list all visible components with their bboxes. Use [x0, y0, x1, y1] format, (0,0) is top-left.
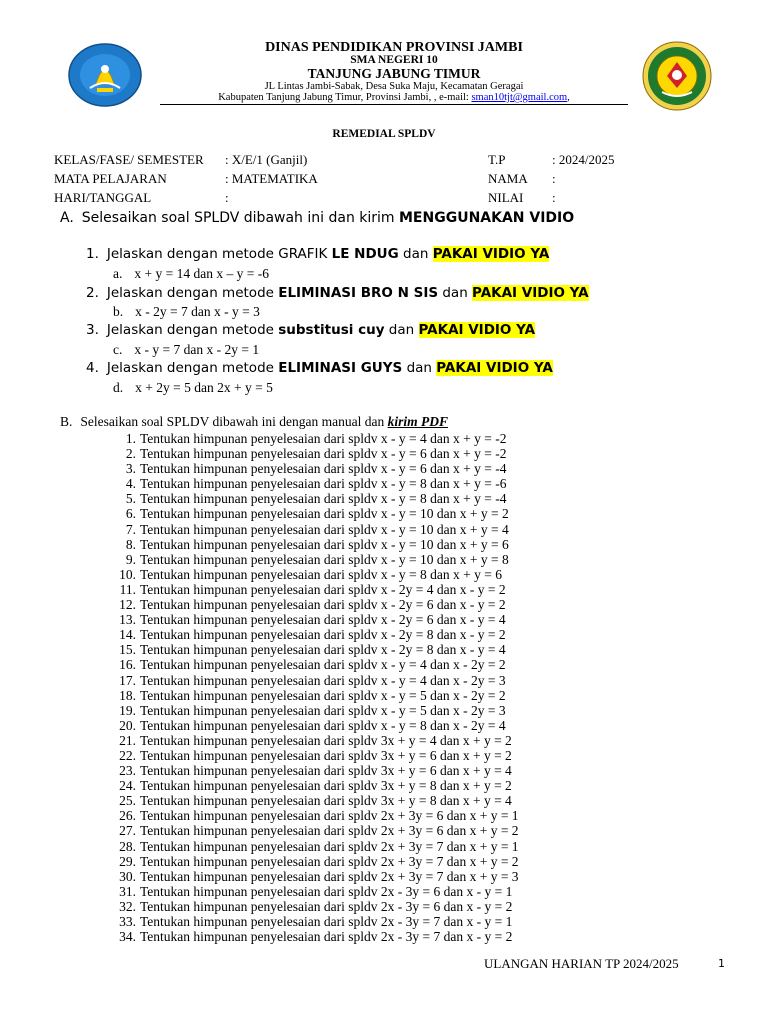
list-item-text: Tentukan himpunan penyelesaian dari spldv x - y = 10 dan x + y = 8 — [140, 551, 509, 567]
item-text: Jelaskan dengan metode — [106, 322, 279, 338]
list-item-text: Tentukan himpunan penyelesaian dari spldv 2x + 3y = 6 dan x + y = 2 — [140, 823, 519, 839]
list-item — [113, 839, 519, 854]
list-item-text: Tentukan himpunan penyelesaian dari spldv 3x + y = 4 dan x + y = 2 — [140, 732, 512, 748]
header-divider — [160, 104, 628, 105]
list-item-number: 2. — [125, 446, 136, 462]
list-item — [113, 823, 519, 838]
list-item-number: 29. — [119, 853, 136, 869]
list-item-number: 19. — [119, 702, 136, 718]
list-item-number: 25. — [119, 793, 136, 809]
item-equation-text: x + 2y = 5 dan 2x + y = 5 — [135, 380, 273, 395]
item-equation — [113, 342, 259, 358]
item-connector: dan — [402, 360, 437, 376]
list-item-text: Tentukan himpunan penyelesaian dari spldv x - y = 5 dan x - 2y = 2 — [140, 687, 506, 703]
list-item-text: Tentukan himpunan penyelesaian dari spldv x - y = 4 dan x + y = -2 — [140, 431, 507, 446]
list-item — [113, 582, 519, 597]
list-item-text: Tentukan himpunan penyelesaian dari spldv x - 2y = 8 dan x - y = 2 — [140, 627, 506, 643]
item-highlight: PAKAI VIDIO YA — [472, 285, 589, 301]
list-item — [113, 793, 519, 808]
list-item-number: 31. — [119, 883, 136, 899]
list-item-number: 21. — [119, 732, 136, 748]
list-item-text: Tentukan himpunan penyelesaian dari spldv 3x + y = 6 dan x + y = 2 — [140, 747, 512, 763]
list-item-text: Tentukan himpunan penyelesaian dari spldv 2x + 3y = 7 dan x + y = 1 — [140, 838, 519, 854]
list-item-number: 24. — [119, 778, 136, 794]
class-label: KELAS/FASE/ SEMESTER — [54, 152, 204, 167]
list-item — [113, 703, 519, 718]
item-method: ELIMINASI GUYS — [278, 360, 403, 376]
date-label: HARI/TANGGAL — [54, 190, 152, 205]
section-a-text: Selesaikan soal SPLDV dibawah ini dan kirim — [81, 210, 399, 226]
list-item — [113, 748, 519, 763]
list-item-text: Tentukan himpunan penyelesaian dari spldv x - y = 6 dan x + y = -2 — [140, 446, 507, 462]
list-item-text: Tentukan himpunan penyelesaian dari spldv 2x + 3y = 7 dan x + y = 2 — [140, 853, 519, 869]
list-item-number: 14. — [119, 627, 136, 643]
list-item-number: 7. — [125, 521, 136, 537]
list-item — [113, 778, 519, 793]
list-item-text: Tentukan himpunan penyelesaian dari spldv x - y = 10 dan x + y = 6 — [140, 536, 509, 552]
list-item — [113, 537, 519, 552]
list-item-number: 4. — [125, 476, 136, 492]
header-address: JL Lintas Jambi-Sabak, Desa Suka Maju, Kecamatan Geragai — [264, 81, 524, 92]
subject-value: : MATEMATIKA — [225, 171, 318, 186]
header-agency: DINAS PENDIDIKAN PROVINSI JAMBI — [265, 40, 523, 55]
item-equation-text: x - y = 7 dan x - 2y = 1 — [134, 342, 260, 357]
item-sub-marker: b. — [113, 304, 124, 319]
list-item-text: Tentukan himpunan penyelesaian dari spldv 2x + 3y = 7 dan x + y = 3 — [140, 868, 519, 884]
list-item-number: 16. — [119, 657, 136, 673]
list-item-text: Tentukan himpunan penyelesaian dari spldv x - y = 8 dan x + y = -4 — [140, 491, 507, 507]
list-item-number: 23. — [119, 763, 136, 779]
list-item-number: 27. — [119, 823, 136, 839]
email-link[interactable]: sman10tjt@gmail.com — [471, 92, 568, 103]
list-item-number: 28. — [119, 838, 136, 854]
list-item-number: 9. — [125, 551, 136, 567]
header-region: TANJUNG JABUNG TIMUR — [307, 66, 481, 81]
item-equation — [113, 266, 269, 282]
item-equation-text: x + y = 14 dan x – y = -6 — [134, 266, 269, 281]
class-value: : X/E/1 (Ganjil) — [225, 152, 308, 167]
list-item-number: 11. — [119, 581, 136, 597]
list-item — [113, 869, 519, 884]
list-item-number: 12. — [119, 597, 136, 613]
list-item-text: Tentukan himpunan penyelesaian dari spldv x - y = 10 dan x + y = 4 — [140, 521, 509, 537]
section-b-link: kirim PDF — [387, 414, 448, 429]
item-sub-marker: d. — [113, 380, 124, 395]
list-item-number: 8. — [125, 536, 136, 552]
school-year-value: : 2024/2025 — [552, 152, 615, 167]
section-a-bold: MENGGUNAKAN VIDIO — [399, 210, 575, 226]
list-item-text: Tentukan himpunan penyelesaian dari spldv x - y = 4 dan x - 2y = 3 — [140, 672, 506, 688]
item-number: 4. — [86, 360, 99, 376]
list-item-text: Tentukan himpunan penyelesaian dari spldv x - y = 8 dan x + y = 6 — [140, 566, 502, 582]
score-label: NILAI — [488, 190, 524, 205]
list-item-text: Tentukan himpunan penyelesaian dari spldv x - y = 8 dan x + y = -6 — [140, 476, 507, 492]
item-equation — [113, 380, 273, 396]
header-school: SMA NEGERI 10 — [350, 54, 438, 66]
list-item-number: 34. — [119, 929, 136, 945]
list-item — [113, 446, 519, 461]
list-item — [113, 597, 519, 612]
name-label: NAMA — [488, 171, 528, 186]
list-item-text: Tentukan himpunan penyelesaian dari spldv 3x + y = 8 dan x + y = 4 — [140, 793, 512, 809]
header-address-suffix: , — [567, 92, 570, 103]
list-item-text: Tentukan himpunan penyelesaian dari spldv 3x + y = 8 dan x + y = 2 — [140, 778, 512, 794]
list-item-number: 22. — [119, 747, 136, 763]
list-item-text: Tentukan himpunan penyelesaian dari spldv x - y = 10 dan x + y = 2 — [140, 506, 509, 522]
section-a-heading — [60, 210, 574, 226]
item-highlight: PAKAI VIDIO YA — [432, 246, 550, 262]
list-item — [113, 808, 519, 823]
list-item — [113, 657, 519, 672]
list-item-text: Tentukan himpunan penyelesaian dari spldv x - y = 6 dan x + y = -4 — [140, 461, 507, 477]
list-item-number: 20. — [119, 717, 136, 733]
footer-text: ULANGAN HARIAN TP 2024/2025 — [484, 956, 679, 971]
list-item — [113, 522, 519, 537]
item-highlight: PAKAI VIDIO YA — [436, 360, 553, 376]
list-item-text: Tentukan himpunan penyelesaian dari spldv x - 2y = 6 dan x - y = 2 — [140, 597, 506, 613]
item-method: ELIMINASI BRO N SIS — [278, 285, 439, 301]
name-value: : — [552, 171, 556, 186]
list-item — [113, 899, 519, 914]
list-item — [113, 612, 519, 627]
list-item — [113, 884, 519, 899]
list-item-number: 6. — [125, 506, 136, 522]
list-item-text: Tentukan himpunan penyelesaian dari spldv 2x - 3y = 6 dan x - y = 1 — [140, 883, 513, 899]
list-item — [113, 567, 519, 582]
item-text: Jelaskan dengan metode — [106, 285, 279, 301]
list-item — [113, 733, 519, 748]
school-year-label: T.P — [488, 152, 506, 167]
list-item-text: Tentukan himpunan penyelesaian dari spldv 2x + 3y = 6 dan x + y = 1 — [140, 808, 519, 824]
list-item-text: Tentukan himpunan penyelesaian dari spldv 2x - 3y = 6 dan x - y = 2 — [140, 898, 513, 914]
section-b-heading — [60, 414, 448, 430]
left-logo — [66, 42, 144, 108]
date-value: : — [225, 190, 229, 205]
list-item-number: 18. — [119, 687, 136, 703]
tut-wuri-handayani-logo-icon — [66, 42, 144, 108]
list-item — [113, 929, 519, 944]
list-item — [113, 627, 519, 642]
item-connector: dan — [398, 246, 433, 262]
list-item-text: Tentukan himpunan penyelesaian dari spldv x - 2y = 4 dan x - y = 2 — [140, 581, 506, 597]
list-item-number: 15. — [119, 642, 136, 658]
list-item — [113, 491, 519, 506]
section-a-item — [86, 322, 535, 338]
list-item-text: Tentukan himpunan penyelesaian dari spldv 3x + y = 6 dan x + y = 4 — [140, 763, 512, 779]
item-sub-marker: a. — [113, 266, 123, 281]
item-method: substitusi cuy — [278, 322, 385, 338]
list-item — [113, 476, 519, 491]
score-value: : — [552, 190, 556, 205]
right-logo — [640, 40, 714, 112]
list-item — [113, 506, 519, 521]
section-a-item — [86, 246, 549, 262]
list-item-text: Tentukan himpunan penyelesaian dari spldv x - 2y = 6 dan x - y = 4 — [140, 612, 506, 628]
list-item — [113, 673, 519, 688]
list-item-text: Tentukan himpunan penyelesaian dari spldv x - y = 8 dan x - 2y = 4 — [140, 717, 506, 733]
item-connector: dan — [438, 285, 473, 301]
list-item — [113, 914, 519, 929]
item-number: 3. — [86, 322, 99, 338]
item-equation-text: x - 2y = 7 dan x - y = 3 — [135, 304, 260, 319]
section-b-list — [113, 431, 519, 944]
list-item-text: Tentukan himpunan penyelesaian dari spldv 2x - 3y = 7 dan x - y = 2 — [140, 929, 513, 945]
page-title: REMEDIAL SPLDV — [332, 128, 436, 140]
item-sub-marker: c. — [113, 342, 123, 357]
list-item — [113, 552, 519, 567]
list-item-number: 26. — [119, 808, 136, 824]
list-item-number: 17. — [119, 672, 136, 688]
list-item-number: 3. — [125, 461, 136, 477]
section-a-item — [86, 360, 553, 376]
section-b-marker: B. — [60, 414, 73, 429]
list-item — [113, 461, 519, 476]
list-item — [113, 431, 519, 446]
page-number: 1 — [718, 957, 725, 970]
item-number: 2. — [86, 285, 99, 301]
list-item-text: Tentukan himpunan penyelesaian dari spldv x - 2y = 8 dan x - y = 4 — [140, 642, 506, 658]
header-address-line2 — [160, 92, 628, 103]
list-item-number: 33. — [119, 914, 136, 929]
list-item — [113, 688, 519, 703]
item-connector: dan — [384, 322, 419, 338]
list-item-number: 1. — [125, 431, 136, 446]
item-number: 1. — [86, 246, 99, 262]
list-item-text: Tentukan himpunan penyelesaian dari spldv x - y = 5 dan x - 2y = 3 — [140, 702, 506, 718]
item-highlight: PAKAI VIDIO YA — [418, 322, 536, 338]
section-a-marker: A. — [60, 210, 74, 226]
list-item-number: 30. — [119, 868, 136, 884]
list-item-number: 5. — [125, 491, 136, 507]
list-item-number: 32. — [119, 898, 136, 914]
item-text: Jelaskan dengan metode GRAFIK — [106, 246, 332, 262]
section-a-item — [86, 285, 589, 301]
list-item-number: 13. — [119, 612, 136, 628]
list-item-number: 10. — [119, 566, 136, 582]
subject-label: MATA PELAJARAN — [54, 171, 167, 186]
section-b-text: Selesaikan soal SPLDV dibawah ini dengan manual dan — [80, 414, 388, 429]
list-item — [113, 718, 519, 733]
list-item-text: Tentukan himpunan penyelesaian dari spldv 2x - 3y = 7 dan x - y = 1 — [140, 914, 513, 929]
list-item — [113, 854, 519, 869]
list-item — [113, 763, 519, 778]
item-equation — [113, 304, 260, 320]
school-emblem-icon — [640, 40, 714, 112]
item-method: LE NDUG — [331, 246, 399, 262]
list-item-text: Tentukan himpunan penyelesaian dari spldv x - y = 4 dan x - 2y = 2 — [140, 657, 506, 673]
header-address-prefix: Kabupaten Tanjung Jabung Timur, Provinsi Jambi, , e-mail: — [218, 92, 472, 103]
item-text: Jelaskan dengan metode — [106, 360, 279, 376]
list-item — [113, 642, 519, 657]
